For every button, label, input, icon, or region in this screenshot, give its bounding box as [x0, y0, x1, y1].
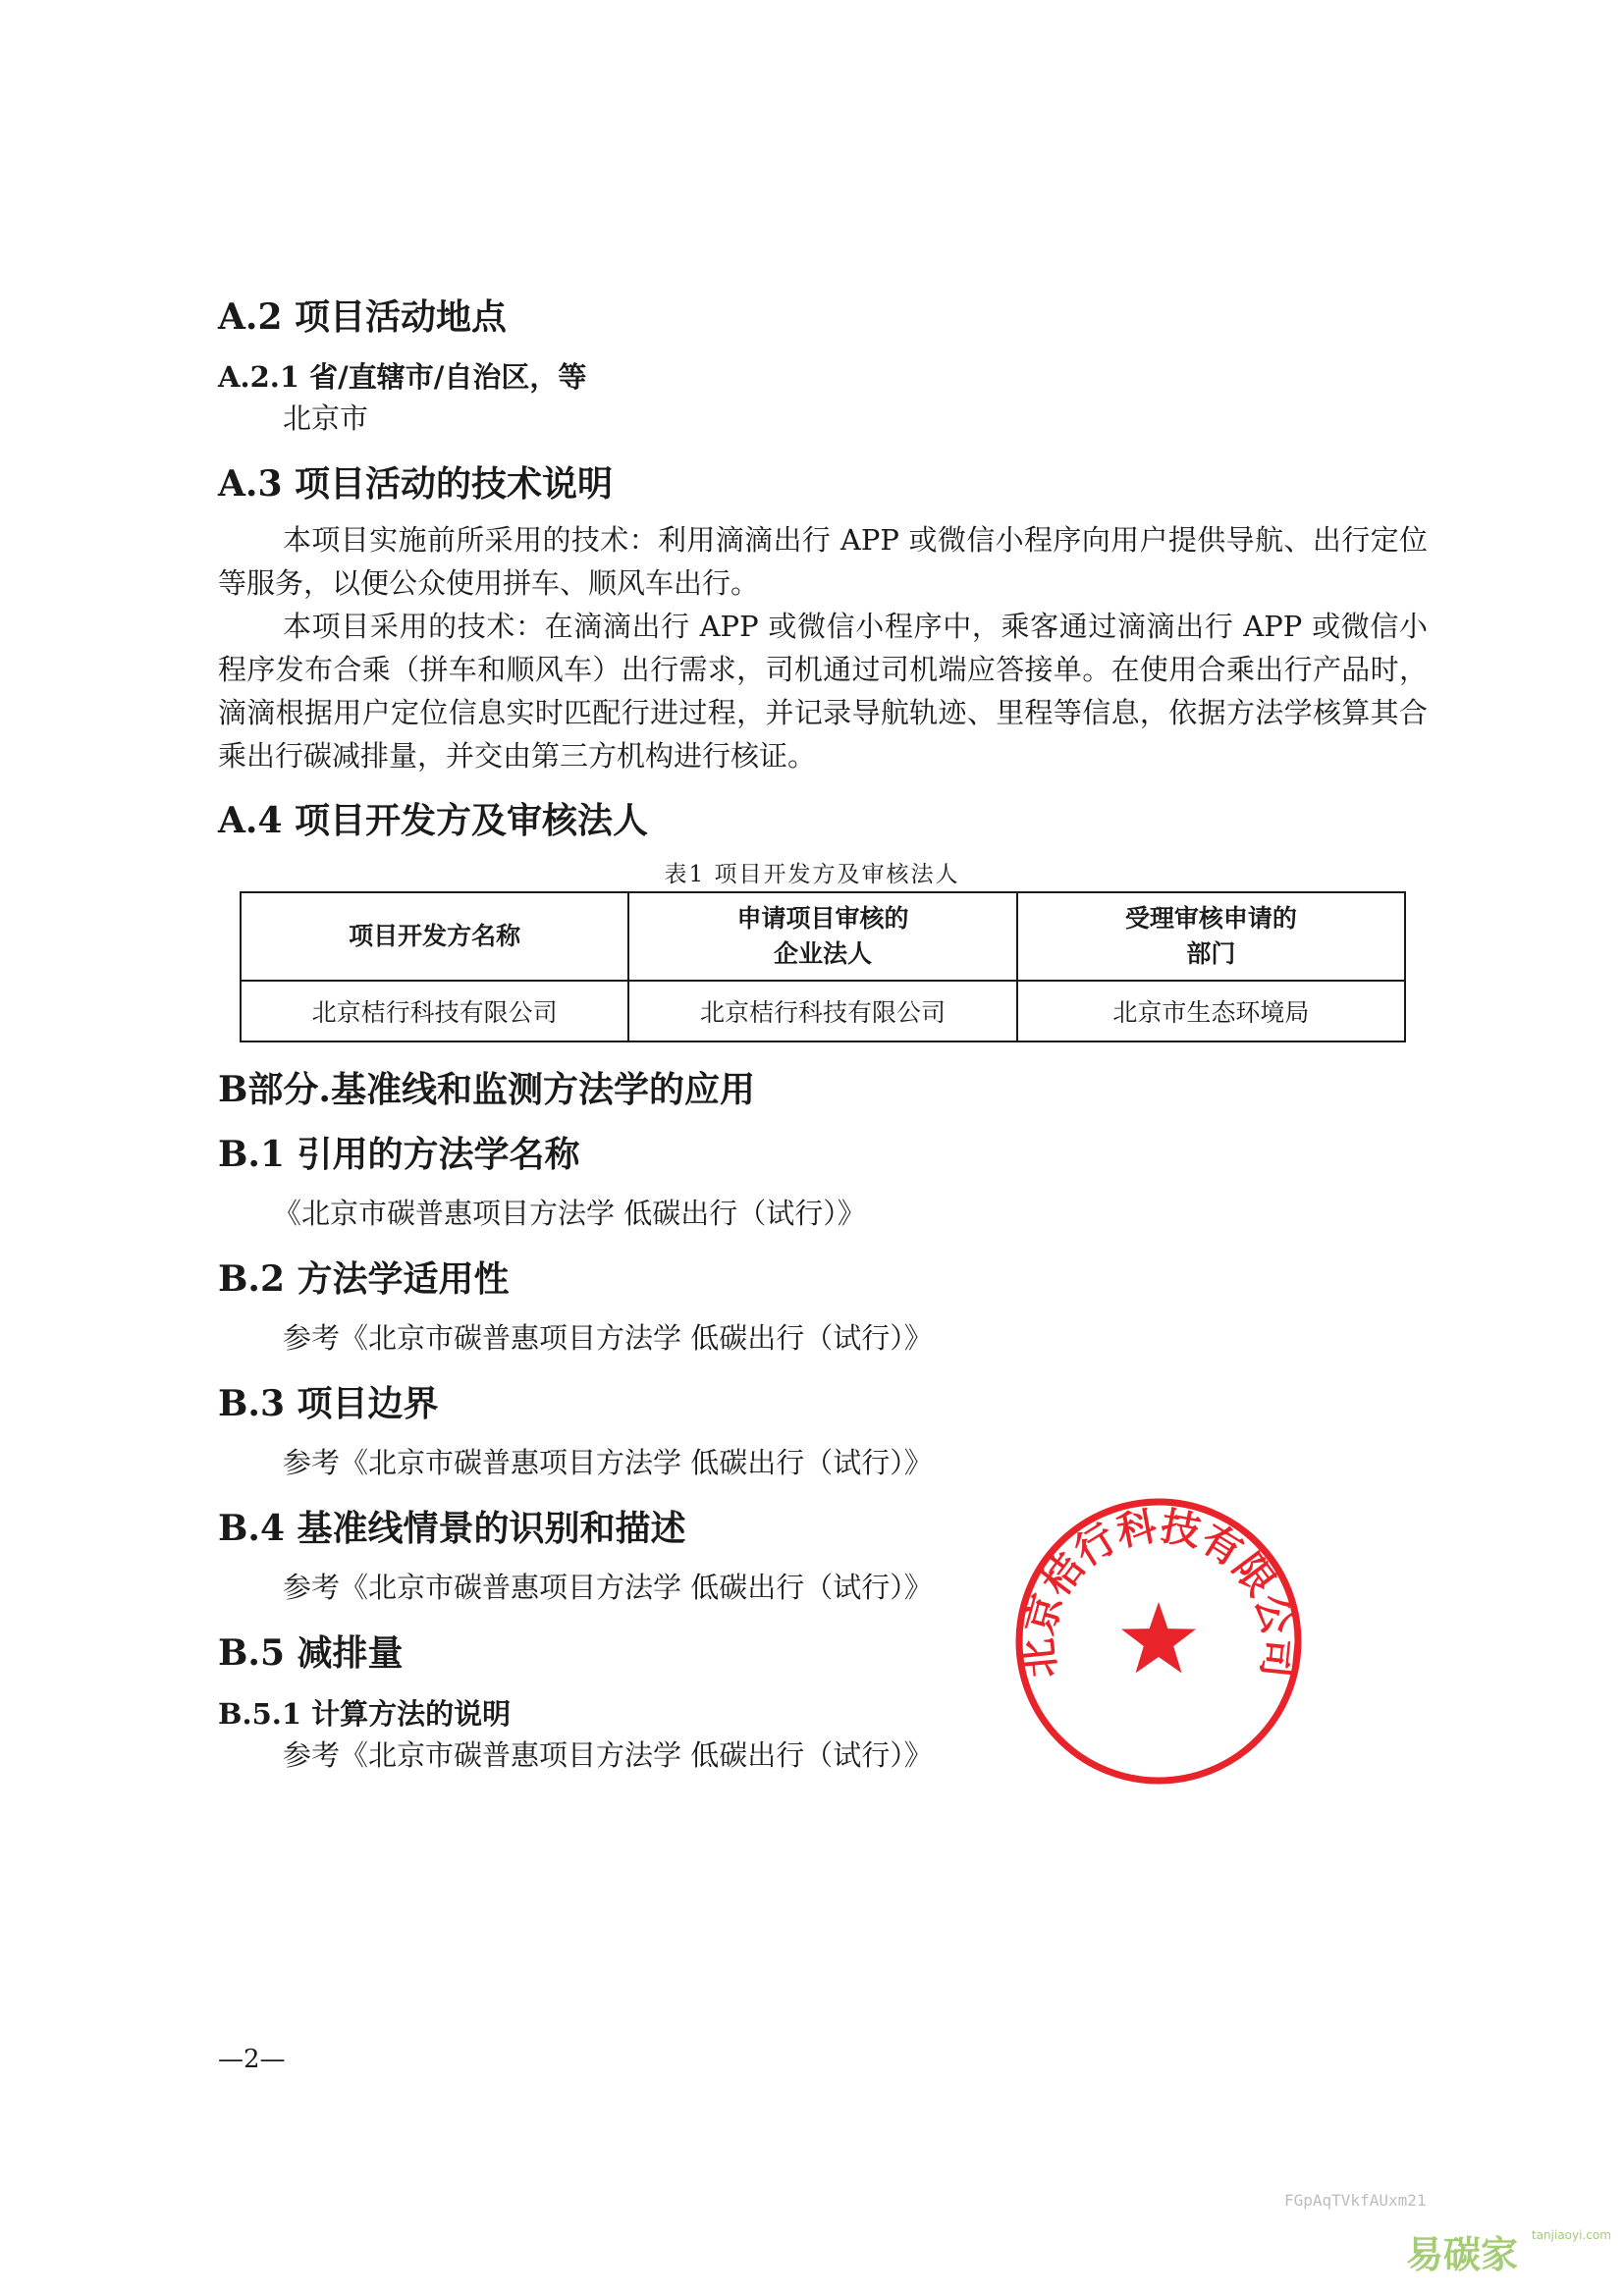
- heading-b3: B.3 项目边界: [218, 1383, 439, 1424]
- b2-body: 参考《北京市碳普惠项目方法学 低碳出行（试行）》: [283, 1321, 933, 1355]
- a3-text-block: [218, 518, 1428, 777]
- table-row: [241, 981, 1405, 1041]
- b51-body: 参考《北京市碳普惠项目方法学 低碳出行（试行）》: [283, 1738, 933, 1772]
- table-header-cell: 项目开发方名称: [241, 892, 628, 981]
- page-number: —2—: [218, 2045, 286, 2074]
- watermark-main: 易碳家: [1406, 2233, 1519, 2276]
- table-cell: 北京桔行科技有限公司: [241, 981, 628, 1041]
- heading-a21: A.2.1 省/直辖市/自治区，等: [218, 360, 587, 394]
- seal-star-icon: [1121, 1602, 1196, 1673]
- company-seal: [1011, 1494, 1306, 1789]
- b1-body: 《北京市碳普惠项目方法学 低碳出行（试行）》: [273, 1197, 866, 1230]
- heading-b4: B.4 基准线情景的识别和描述: [218, 1508, 686, 1549]
- b4-body: 参考《北京市碳普惠项目方法学 低碳出行（试行）》: [283, 1571, 933, 1604]
- document-id: FGpAqTVkfAUxm21: [1284, 2191, 1427, 2210]
- a21-value: 北京市: [283, 401, 369, 435]
- heading-b5: B.5 减排量: [218, 1632, 404, 1674]
- table-cell: 北京市生态环境局: [1017, 981, 1405, 1041]
- heading-b1: B.1 引用的方法学名称: [218, 1134, 580, 1175]
- a3-paragraph-2: 本项目采用的技术：在滴滴出行 APP 或微信小程序中，乘客通过滴滴出行 APP 或微信小程序发布合乘（拼车和顺风车）出行需求，司机通过司机端应答接单。在使用合乘出行产品时，滴滴根据用户定位信息实时匹配行进过程，并记录导航轨迹、里程等信息，依据方法学核算其合乘出行碳减排量，并交由第三方机构进行核证。: [218, 610, 1428, 773]
- heading-b2: B.2 方法学适用性: [218, 1258, 510, 1300]
- developer-table: [240, 891, 1406, 1042]
- watermark-logo: [1406, 2224, 1611, 2276]
- heading-a4: A.4 项目开发方及审核法人: [218, 800, 649, 841]
- seal-text: 北京桔行科技有限公司: [1014, 1503, 1303, 1681]
- table-header-cell: 受理审核申请的 部门: [1017, 892, 1405, 981]
- watermark-sub: tanjiaoyi.com: [1532, 2228, 1611, 2242]
- table-header-row: [241, 892, 1405, 981]
- table-caption: 表1 项目开发方及审核法人: [664, 862, 960, 887]
- heading-b51: B.5.1 计算方法的说明: [218, 1697, 512, 1731]
- table-header-cell: 申请项目审核的 企业法人: [628, 892, 1016, 981]
- table-cell: 北京桔行科技有限公司: [628, 981, 1016, 1041]
- heading-a2: A.2 项目活动地点: [218, 296, 508, 338]
- heading-a3: A.3 项目活动的技术说明: [218, 463, 614, 505]
- a3-paragraph-1: 本项目实施前所采用的技术：利用滴滴出行 APP 或微信小程序向用户提供导航、出行定位等服务，以便公众使用拼车、顺风车出行。: [218, 523, 1428, 600]
- heading-part-b: B部分.基准线和监测方法学的应用: [218, 1069, 755, 1110]
- b3-body: 参考《北京市碳普惠项目方法学 低碳出行（试行）》: [283, 1446, 933, 1479]
